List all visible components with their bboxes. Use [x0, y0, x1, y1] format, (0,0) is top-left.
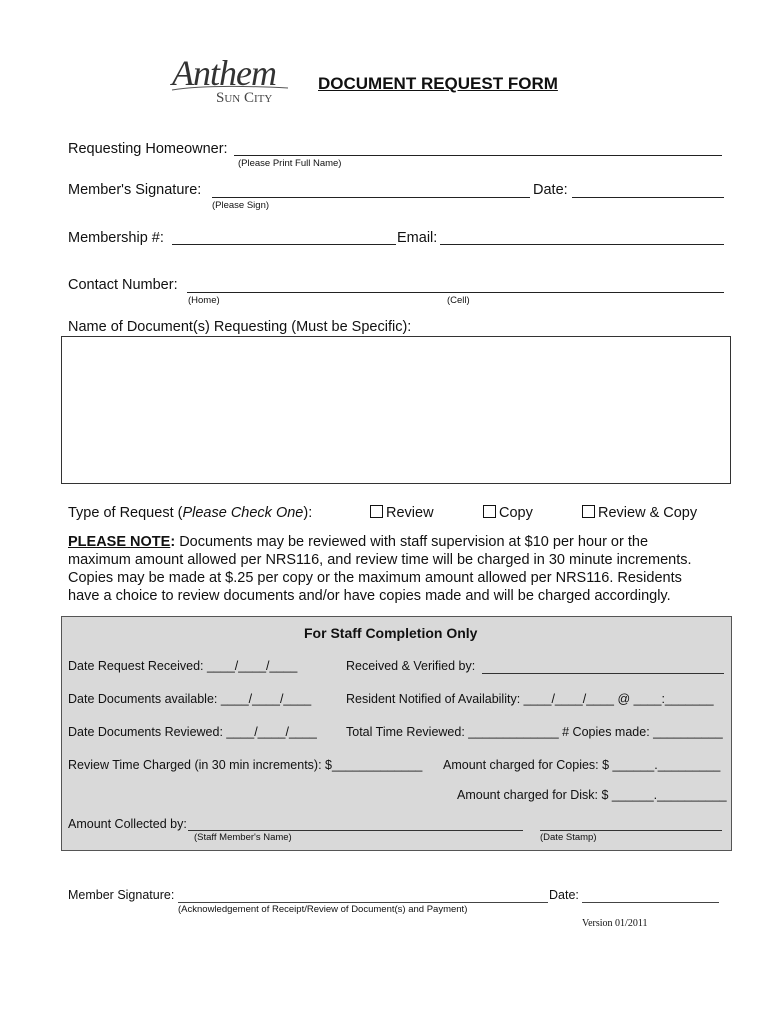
option-copy-label: Copy — [499, 505, 533, 521]
note-line-2: maximum amount allowed per NRS116, and review time will be charged in 30 minute increments. — [68, 552, 692, 568]
date-stamp-hint: (Date Stamp) — [540, 832, 597, 843]
received-verified-label: Received & Verified by: — [346, 659, 476, 673]
cell-hint: (Cell) — [447, 295, 470, 306]
resident-notified-field[interactable]: Resident Notified of Availability: ____/____/____ @ ____:_______ — [346, 692, 714, 706]
date-label: Date: — [533, 182, 568, 198]
note-text-1: Documents may be reviewed with staff supervision at $10 per hour or the — [175, 534, 649, 550]
received-verified-field[interactable] — [482, 673, 724, 674]
review-checkbox[interactable] — [370, 505, 383, 518]
date-stamp-field[interactable] — [540, 830, 722, 831]
amount-collected-label: Amount Collected by: — [68, 817, 187, 831]
request-type-suffix: ): — [303, 505, 313, 521]
total-time-field[interactable]: Total Time Reviewed: _____________ # Copies made: __________ — [346, 725, 723, 739]
contact-field[interactable] — [187, 292, 724, 293]
anthem-logo — [170, 52, 295, 112]
staff-completion-section — [61, 616, 732, 851]
request-type-label — [68, 505, 312, 521]
review-copy-checkbox[interactable] — [582, 505, 595, 518]
option-review-copy[interactable] — [582, 505, 697, 521]
amount-copies-field[interactable]: Amount charged for Copies: $ ______._________ — [443, 758, 721, 772]
request-type-italic: Please Check One — [182, 505, 304, 521]
copy-checkbox[interactable] — [483, 505, 496, 518]
homeowner-label: Requesting Homeowner: — [68, 141, 228, 157]
note-line-1 — [68, 534, 648, 550]
email-label: Email: — [397, 230, 438, 246]
member-signature-field[interactable] — [178, 902, 548, 903]
contact-label: Contact Number: — [68, 277, 178, 293]
option-copy[interactable] — [483, 505, 533, 521]
documents-textarea[interactable] — [61, 336, 731, 484]
logo-brand: Anthem — [172, 53, 276, 93]
membership-label: Membership #: — [68, 230, 164, 246]
signature-hint: (Please Sign) — [212, 200, 270, 211]
member-signature-label: Member Signature: — [68, 888, 175, 902]
date-field[interactable] — [572, 197, 724, 198]
homeowner-hint: (Please Print Full Name) — [238, 158, 342, 169]
amount-disk-field[interactable]: Amount charged for Disk: $ ______.__________ — [457, 788, 727, 802]
membership-field[interactable] — [172, 244, 396, 245]
homeowner-field[interactable] — [234, 155, 722, 156]
email-field[interactable] — [440, 244, 724, 245]
signature-label: Member's Signature: — [68, 182, 202, 198]
ack-hint: (Acknowledgement of Receipt/Review of Document(s) and Payment) — [178, 904, 468, 915]
note-heading: PLEASE NOTE — [68, 534, 171, 550]
footer-date-label: Date: — [549, 888, 579, 902]
request-type-prefix: Type of Request ( — [68, 505, 183, 521]
date-available-field[interactable]: Date Documents available: ____/____/____ — [68, 692, 312, 706]
date-received-field[interactable]: Date Request Received: ____/____/____ — [68, 659, 298, 673]
option-review-copy-label: Review & Copy — [598, 505, 698, 521]
signature-field[interactable] — [212, 197, 530, 198]
page-title: DOCUMENT REQUEST FORM — [318, 74, 558, 93]
option-review-label: Review — [386, 505, 434, 521]
version-label: Version 01/2011 — [582, 918, 648, 929]
logo-sub: Sun City — [216, 90, 273, 106]
home-hint: (Home) — [188, 295, 220, 306]
documents-label: Name of Document(s) Requesting (Must be Specific): — [68, 319, 412, 335]
note-colon: : — [170, 534, 176, 550]
note-line-3: Copies may be made at $.25 per copy or the maximum amount allowed per NRS116. Residents — [68, 570, 682, 586]
review-time-charged-field[interactable]: Review Time Charged (in 30 min increments): $_____________ — [68, 758, 423, 772]
staff-name-hint: (Staff Member's Name) — [194, 832, 292, 843]
option-review[interactable] — [370, 505, 434, 521]
date-reviewed-field[interactable]: Date Documents Reviewed: ____/____/____ — [68, 725, 317, 739]
amount-collected-field[interactable] — [188, 830, 523, 831]
footer-date-field[interactable] — [582, 902, 719, 903]
staff-heading: For Staff Completion Only — [304, 625, 478, 641]
note-line-4: have a choice to review documents and/or have copies made and will be charged accordingly. — [68, 588, 671, 604]
